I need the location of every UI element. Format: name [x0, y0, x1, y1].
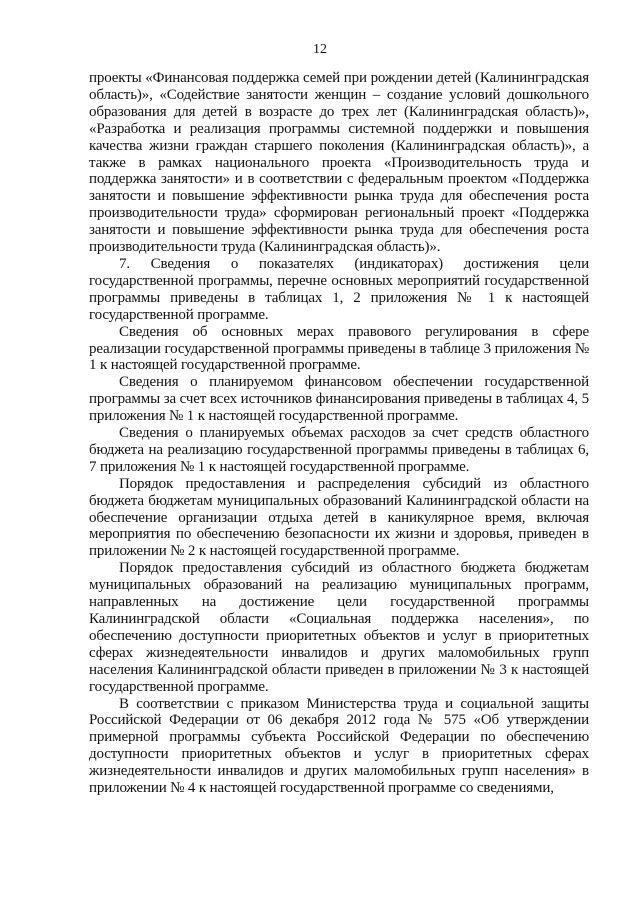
paragraph-indicators: 7. Сведения о показателях (индикаторах) достижения цели государственной программы, перечне основных мероприятий государственной программы приведены в таблицах 1, 2 приложения № 1 к настоящей государственной программе.: [89, 255, 589, 323]
paragraph-regional-budget: Сведения о планируемых объемах расходов за счет средств областного бюджета на реализацию государственной программы приведены в таблицах 6, 7 приложения № 1 к настоящей государственной программе.: [89, 425, 589, 475]
paragraph-children-rest-subsidies: Порядок предоставления и распределения субсидий из областного бюджета бюджетам муниципальных образований Калининградской области на обеспечение организации отдыха детей в каникулярное время, включая мероприятия по обеспечению безопасности их жизни и здоровья, приведен в приложении № 2 к настоящей государственной программе.: [89, 475, 589, 560]
document-body: [89, 70, 589, 797]
paragraph-legal-regulation: Сведения об основных мерах правового регулирования в сфере реализации государственной программы приведены в таблице 3 приложения № 1 к настоящей государственной программе.: [89, 323, 589, 374]
paragraph-national-projects: проекты «Финансовая поддержка семей при рождении детей (Калининградская область)», «Содействие занятости женщин – создание условий дошкольного образования для детей в возрасте до трех лет (Калининградская область)», «Разработка и реализация программы системной поддержки и повышения качества жизни граждан старшего поколения (Калининградская область)», а также в рамках национального проекта «Производительность труда и поддержка занятости» и в соответствии с федеральным проектом «Поддержка занятости и повышение эффективности рынка труда для обеспечения роста производительности труда» сформирован региональный проект «Поддержка занятости и повышение эффективности рынка труда для обеспечения роста производительности труда (Калининградская область)».: [89, 70, 589, 256]
page-number: 12: [313, 42, 327, 57]
paragraph-financial-support: Сведения о планируемом финансовом обеспечении государственной программы за счет всех источников финансирования приведены в таблицах 4, 5 приложения № 1 к настоящей государственной программе.: [89, 374, 589, 425]
paragraph-ministry-order: В соответствии с приказом Министерства труда и социальной защиты Российской Федерации от 06 декабря 2012 года № 575 «Об утверждении примерной программы субъекта Российской Федерации по обеспечению доступности приоритетных объектов и услуг в приоритетных сферах жизнедеятельности инвалидов и других маломобильных групп населения» в приложении № 4 к настоящей государственной программе со сведениями,: [89, 695, 589, 797]
paragraph-accessibility-subsidies: Порядок предоставления субсидий из областного бюджета бюджетам муниципальных образований на реализацию муниципальных программ, направленных на достижение цели государственной программы Калининградской области «Социальная поддержка населения», по обеспечению доступности приоритетных объектов и услуг в приоритетных сферах жизнедеятельности инвалидов и других маломобильных групп населения Калининградской области приведен в приложении № 3 к настоящей государственной программе.: [89, 560, 589, 695]
